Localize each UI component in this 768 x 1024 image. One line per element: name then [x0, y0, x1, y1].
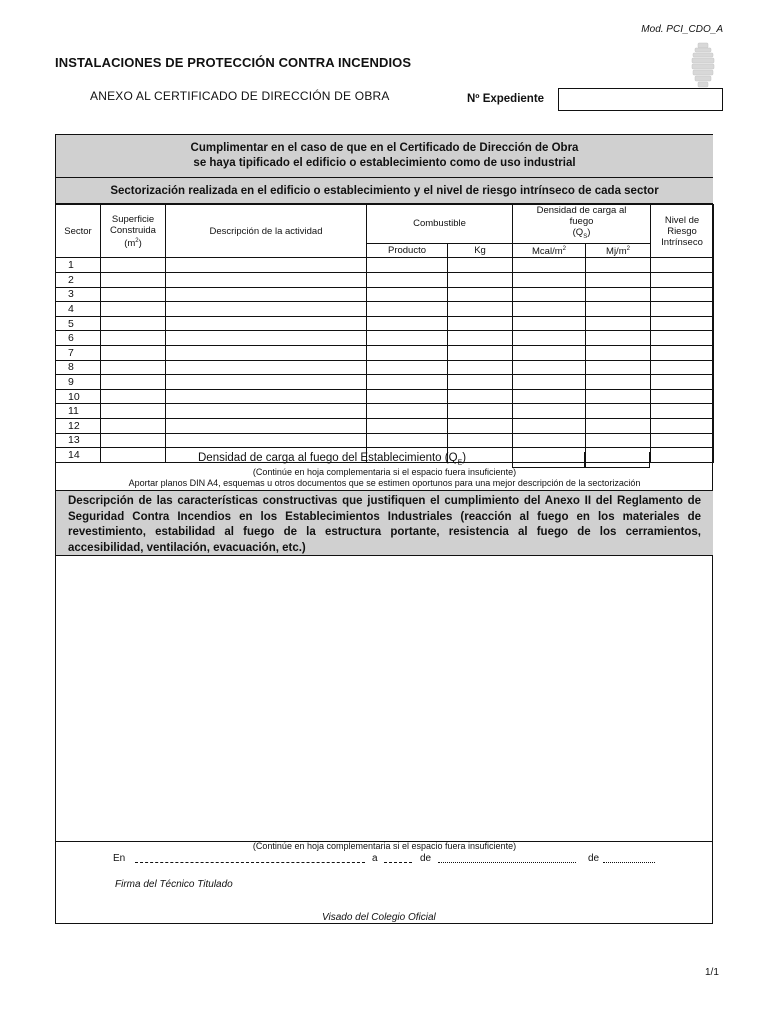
superficie-cell[interactable] — [101, 404, 166, 419]
superficie-unit-exp: 2 — [135, 237, 139, 244]
mj-cell[interactable] — [586, 273, 651, 288]
sectorization-rows — [56, 258, 714, 462]
nivel-cell[interactable] — [651, 419, 714, 434]
mcal-cell[interactable] — [513, 316, 586, 331]
col-header-descripcion: Descripción de la actividad — [166, 205, 367, 258]
place-label: En — [113, 853, 126, 864]
superficie-cell[interactable] — [101, 448, 166, 463]
mcal-cell[interactable] — [513, 302, 586, 317]
kg-cell[interactable] — [448, 302, 513, 317]
mj-unit: Mj/m — [606, 246, 627, 258]
superficie-cell[interactable] — [101, 346, 166, 361]
sector-number: 13 — [56, 433, 101, 448]
sector-number: 9 — [56, 375, 101, 390]
kg-cell[interactable] — [448, 433, 513, 448]
densidad-line-2: fuego — [569, 216, 594, 227]
place-field[interactable] — [135, 862, 365, 863]
density-label-sub: E — [457, 459, 463, 467]
nivel-cell[interactable] — [651, 316, 714, 331]
descripcion-cell[interactable] — [166, 331, 367, 346]
sector-number: 11 — [56, 404, 101, 419]
sector-number: 14 — [56, 448, 101, 463]
superficie-cell[interactable] — [101, 287, 166, 302]
mcal-cell[interactable] — [513, 273, 586, 288]
mj-cell[interactable] — [586, 360, 651, 375]
descripcion-cell[interactable] — [166, 287, 367, 302]
table-row — [56, 389, 714, 404]
col-header-kg: Kg — [448, 243, 513, 258]
year-label: de — [588, 853, 600, 864]
descripcion-cell[interactable] — [166, 273, 367, 288]
continue-note-description: (Continúe en hoja complementaria si el espacio fuera insuficiente) — [252, 841, 517, 851]
kg-cell[interactable] — [448, 360, 513, 375]
superficie-cell[interactable] — [101, 433, 166, 448]
mcal-cell[interactable] — [513, 258, 586, 273]
mcal-cell[interactable] — [513, 331, 586, 346]
coat-of-arms-icon — [690, 42, 716, 88]
producto-cell[interactable] — [367, 346, 448, 361]
sector-number: 10 — [56, 389, 101, 404]
industrial-use-line-1: Cumplimentar en el caso de que en el Certificado de Dirección de Obra — [190, 142, 579, 154]
nivel-cell[interactable] — [651, 404, 714, 419]
col-header-sector: Sector — [56, 205, 101, 258]
sector-number: 7 — [56, 346, 101, 361]
mj-exp: 2 — [626, 246, 630, 253]
mcal-cell[interactable] — [513, 375, 586, 390]
nivel-cell[interactable] — [651, 258, 714, 273]
col-header-nivel — [651, 205, 714, 258]
descripcion-cell[interactable] — [166, 404, 367, 419]
table-row — [56, 433, 714, 448]
sector-number: 5 — [56, 316, 101, 331]
day-label: a — [372, 853, 378, 864]
density-label-close: ) — [462, 452, 467, 464]
mcal-cell[interactable] — [513, 360, 586, 375]
col-header-combustible: Combustible — [367, 205, 513, 244]
mj-cell[interactable] — [586, 316, 651, 331]
sectorization-heading: Sectorización realizada en el edificio o establecimiento y el nivel de riesgo intrínseco de cada sector — [56, 178, 713, 204]
superficie-cell[interactable] — [101, 258, 166, 273]
col-header-superficie — [101, 205, 166, 258]
col-header-producto: Producto — [367, 243, 448, 258]
nivel-cell[interactable] — [651, 287, 714, 302]
page-title: INSTALACIONES DE PROTECCIÓN CONTRA INCENDIOS — [55, 55, 412, 70]
mj-cell[interactable] — [586, 258, 651, 273]
sector-number: 3 — [56, 287, 101, 302]
page-subtitle: ANEXO AL CERTIFICADO DE DIRECCIÓN DE OBRA — [90, 89, 390, 103]
kg-cell[interactable] — [448, 346, 513, 361]
month-field[interactable] — [438, 862, 576, 863]
table-row — [56, 404, 714, 419]
industrial-use-line-2: se haya tipificado el edificio o establecimiento como de uso industrial — [193, 157, 576, 169]
descripcion-cell[interactable] — [166, 346, 367, 361]
sector-number: 1 — [56, 258, 101, 273]
sector-number: 8 — [56, 360, 101, 375]
nivel-line-2: Riesgo — [667, 225, 697, 237]
densidad-line-3: (Q — [572, 227, 584, 238]
mj-cell[interactable] — [586, 302, 651, 317]
superficie-unit-close: ) — [138, 237, 142, 249]
producto-cell[interactable] — [367, 316, 448, 331]
col-header-densidad — [513, 205, 651, 244]
page-number: 1/1 — [705, 967, 719, 978]
producto-cell[interactable] — [367, 404, 448, 419]
mcal-unit: Mcal/m — [532, 246, 563, 258]
kg-cell[interactable] — [448, 331, 513, 346]
establishment-density-mj-field[interactable] — [585, 452, 650, 468]
densidad-sub: S — [583, 233, 588, 240]
mcal-cell[interactable] — [513, 419, 586, 434]
month-label: de — [420, 853, 432, 864]
mj-cell[interactable] — [586, 389, 651, 404]
descripcion-cell[interactable] — [166, 258, 367, 273]
planos-note: Aportar planos DIN A4, esquemas u otros documentos que se estimen oportunos para una mejor descripción de la sectorización — [128, 478, 641, 488]
kg-cell[interactable] — [448, 419, 513, 434]
nivel-cell[interactable] — [651, 346, 714, 361]
kg-cell[interactable] — [448, 273, 513, 288]
model-code: Mod. PCI_CDO_A — [641, 24, 723, 35]
superficie-cell[interactable] — [101, 302, 166, 317]
descripcion-cell[interactable] — [166, 419, 367, 434]
producto-cell[interactable] — [367, 287, 448, 302]
table-row — [56, 302, 714, 317]
establishment-density-mcal-field[interactable] — [512, 452, 585, 468]
mj-cell[interactable] — [586, 375, 651, 390]
kg-cell[interactable] — [448, 375, 513, 390]
superficie-cell[interactable] — [101, 273, 166, 288]
descripcion-cell[interactable] — [166, 316, 367, 331]
mcal-cell[interactable] — [513, 287, 586, 302]
table-row — [56, 360, 714, 375]
producto-cell[interactable] — [367, 273, 448, 288]
col-header-mj — [586, 243, 651, 258]
superficie-cell[interactable] — [101, 360, 166, 375]
mj-cell[interactable] — [586, 419, 651, 434]
table-row — [56, 258, 714, 273]
superficie-cell[interactable] — [101, 419, 166, 434]
producto-cell[interactable] — [367, 360, 448, 375]
mj-cell[interactable] — [586, 346, 651, 361]
descripcion-cell[interactable] — [166, 302, 367, 317]
nivel-cell[interactable] — [651, 331, 714, 346]
nivel-cell[interactable] — [651, 389, 714, 404]
sector-number: 4 — [56, 302, 101, 317]
kg-cell[interactable] — [448, 404, 513, 419]
superficie-cell[interactable] — [101, 331, 166, 346]
mj-cell[interactable] — [586, 287, 651, 302]
sector-number: 12 — [56, 419, 101, 434]
descripcion-cell[interactable] — [166, 360, 367, 375]
producto-cell[interactable] — [367, 331, 448, 346]
continue-note-sectorization: (Continúe en hoja complementaria si el espacio fuera insuficiente) — [252, 467, 517, 477]
superficie-cell[interactable] — [101, 389, 166, 404]
superficie-unit: (m — [124, 237, 136, 249]
producto-cell[interactable] — [367, 375, 448, 390]
expediente-field[interactable] — [558, 88, 723, 111]
table-row — [56, 346, 714, 361]
descripcion-cell[interactable] — [166, 433, 367, 448]
sector-number: 2 — [56, 273, 101, 288]
mcal-cell[interactable] — [513, 389, 586, 404]
densidad-close: ) — [587, 227, 591, 238]
producto-cell[interactable] — [367, 433, 448, 448]
establishment-density-label — [198, 452, 466, 466]
nivel-cell[interactable] — [651, 375, 714, 390]
nivel-cell[interactable] — [651, 360, 714, 375]
table-row — [56, 331, 714, 346]
year-field[interactable] — [603, 862, 655, 863]
superficie-cell[interactable] — [101, 375, 166, 390]
table-row — [56, 316, 714, 331]
producto-cell[interactable] — [367, 302, 448, 317]
college-visa-label: Visado del Colegio Oficial — [322, 912, 436, 923]
table-row — [56, 287, 714, 302]
kg-cell[interactable] — [448, 258, 513, 273]
mj-cell[interactable] — [586, 433, 651, 448]
kg-cell[interactable] — [448, 287, 513, 302]
producto-cell[interactable] — [367, 389, 448, 404]
table-row — [56, 273, 714, 288]
mcal-cell[interactable] — [513, 404, 586, 419]
table-row — [56, 375, 714, 390]
col-header-mcal — [513, 243, 586, 258]
producto-cell[interactable] — [367, 419, 448, 434]
nivel-cell[interactable] — [651, 273, 714, 288]
nivel-line-3: Intrínseco — [661, 236, 703, 248]
mcal-cell[interactable] — [513, 346, 586, 361]
mj-cell[interactable] — [586, 331, 651, 346]
mcal-exp: 2 — [562, 246, 566, 253]
descripcion-cell[interactable] — [166, 389, 367, 404]
nivel-cell[interactable] — [651, 433, 714, 448]
kg-cell[interactable] — [448, 389, 513, 404]
nivel-cell[interactable] — [651, 448, 714, 463]
nivel-cell[interactable] — [651, 302, 714, 317]
day-field[interactable] — [384, 862, 412, 863]
kg-cell[interactable] — [448, 316, 513, 331]
densidad-line-1: Densidad de carga al — [536, 205, 627, 216]
constructive-characteristics-heading: Descripción de las características constructivas que justifiquen el cumplimiento del Anexo II del Reglamento de Seguridad Contra Incendios en los Establecimientos Industriales (reacción al fuego en los materiales de revestimiento, estabilidad al fuego de la estructura portante, resistencia al fuego de los cerramientos, accesibilidad, ventilación, evacuación, etc.) — [56, 490, 713, 556]
sector-number: 6 — [56, 331, 101, 346]
density-label-text: Densidad de carga al fuego del Establecimiento (Q — [198, 452, 458, 464]
table-row — [56, 419, 714, 434]
expediente-label: Nº Expediente — [467, 93, 545, 105]
nivel-line-1: Nivel de — [664, 214, 700, 226]
producto-cell[interactable] — [367, 258, 448, 273]
mj-cell[interactable] — [586, 404, 651, 419]
technician-signature-label: Firma del Técnico Titulado — [115, 879, 233, 890]
sectorization-table — [55, 204, 714, 463]
col-header-superficie-label: Superficie Construida — [110, 213, 156, 236]
superficie-cell[interactable] — [101, 316, 166, 331]
mcal-cell[interactable] — [513, 433, 586, 448]
constructive-description-area[interactable] — [56, 556, 713, 841]
descripcion-cell[interactable] — [166, 375, 367, 390]
industrial-use-heading — [56, 135, 713, 178]
